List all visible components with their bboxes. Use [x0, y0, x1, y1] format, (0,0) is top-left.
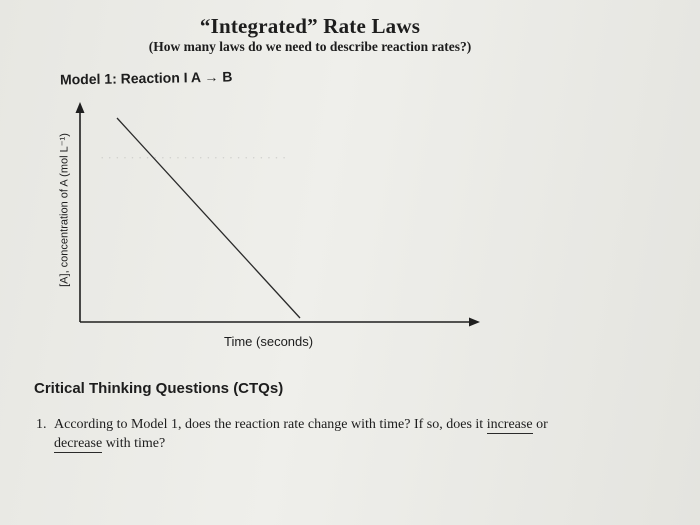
question-1-increase: increase	[486, 417, 533, 432]
question-1-line-2	[54, 436, 165, 452]
question-number: 1.	[36, 417, 47, 432]
question-1-text-c: or	[532, 417, 548, 432]
x-axis-label: Time (seconds)	[224, 334, 314, 349]
question-1-decrease: decrease	[54, 436, 103, 451]
question-1-text-e: with time?	[102, 436, 166, 451]
model-label: Model 1: Reaction I A → B	[59, 68, 233, 88]
x-axis-arrow	[469, 318, 480, 327]
question-1-text-a: According to Model 1, does the reaction rate change with time? If so, does it	[54, 417, 487, 432]
question-1-line-1	[54, 417, 548, 433]
concentration-line	[117, 118, 300, 318]
ctq-heading: Critical Thinking Questions (CTQs)	[34, 380, 284, 397]
page-subtitle: (How many laws do we need to describe reaction rates?)	[148, 39, 472, 54]
y-axis-label: [A], concentration of A (mol L⁻¹)	[58, 133, 71, 287]
y-axis-arrow	[76, 102, 85, 113]
page-title: “Integrated” Rate Laws	[199, 14, 421, 38]
bleed-through-text: · · · · · · · · · · · · · · · · · · · · · · · · ·	[100, 150, 287, 165]
